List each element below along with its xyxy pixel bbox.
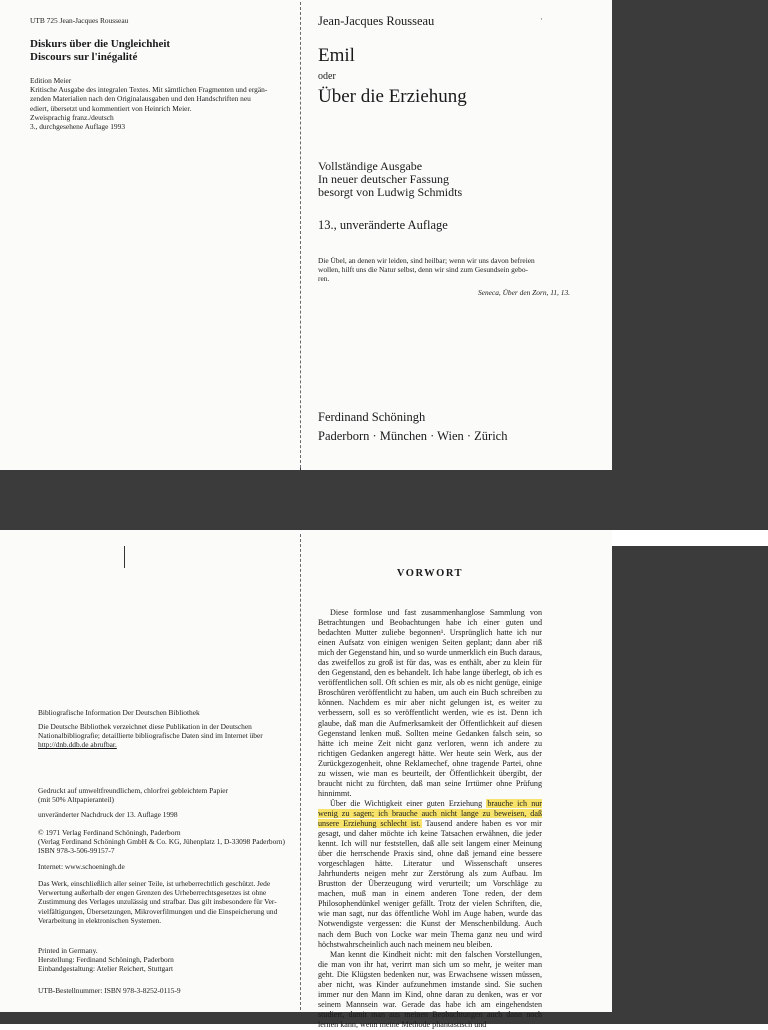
publisher-name: Ferdinand Schöningh bbox=[318, 410, 426, 424]
page-top-right bbox=[301, 0, 612, 470]
para2-lead: Über die Wichtigkeit einer guten Erziehung bbox=[330, 798, 487, 808]
auflage: 13., unveränderte Auflage bbox=[318, 218, 448, 232]
edition-line: zenden Materialien nach den Originalausgaben und den Handschriften neu bbox=[30, 94, 251, 104]
edition-line: Zweisprachig franz./deutsch bbox=[30, 112, 114, 122]
epigraph-line: Die Übel, an denen wir leiden, sind heilbar; wenn wir uns davon befreien bbox=[318, 256, 535, 265]
biblio-block bbox=[38, 722, 263, 750]
internet-line: Internet: www.schoeningh.de bbox=[38, 862, 125, 871]
paper-note bbox=[38, 786, 228, 804]
edition-line: 3., durchgesehene Auflage 1993 bbox=[30, 122, 126, 132]
rights-line: vielfältigungen, Übersetzungen, Mikroverfilmungen und die Einspeicherung und bbox=[38, 906, 278, 916]
rights-block bbox=[38, 879, 277, 925]
epigraph-line: wollen, hilft uns die Natur selbst, denn wir sind zum Gesundsein gebo- bbox=[318, 265, 528, 275]
copyright-line: © 1971 Verlag Ferdinand Schöningh, Paderborn bbox=[38, 828, 181, 837]
author-name: Jean-Jacques Rousseau bbox=[318, 14, 435, 28]
work-title-2: Discours sur l'inégalité bbox=[30, 51, 138, 63]
edition-info-line: Vollständige Ausgabe bbox=[318, 159, 423, 173]
epigraph-source: Seneca, Über den Zorn, 11, 13. bbox=[477, 288, 570, 297]
book-title: Emil bbox=[318, 45, 355, 66]
series-line: UTB 725 Jean-Jacques Rousseau bbox=[30, 16, 129, 25]
rights-line: Zustimmung des Verlages unzulässig und strafbar. Das gilt insbesondere für Ver- bbox=[38, 897, 277, 907]
edition-info-line: In neuer deutscher Fassung bbox=[318, 172, 449, 186]
copyright-line: (Verlag Ferdinand Schöningh GmbH & Co. KG, Jühenplatz 1, D-33098 Paderborn) bbox=[38, 837, 285, 847]
vorwort-paragraph-2 bbox=[318, 799, 542, 950]
page-bottom-left bbox=[0, 530, 300, 1012]
epigraph bbox=[318, 256, 535, 284]
paper-line: (mit 50% Altpapieranteil) bbox=[38, 795, 114, 805]
spine-fold-top bbox=[300, 2, 301, 468]
biblio-line: Nationalbibliografie; detaillierte bibliografische Daten sind im Internet über bbox=[38, 731, 263, 741]
publisher-cities: Paderborn · München · Wien · Zürich bbox=[318, 429, 508, 443]
para2-rest: Tausend andere haben es vor mir gesagt, und daher möchte ich keine Tatsachen erwähnen, die jeder kennt. Ich will nur feststellen, daß alle seit langem einer Meinung über die herrschende Praxis sind, ohne daß jemand eine bessere vorgeschlagen hätte. Literatur und Wissenschaft unseres Jahrhunderts neigen mehr zur Zerstörung als zum Aufbau. Im Brustton der Überzeugung wird verurteilt; um Vorschläge zu machen, muß man in einem anderen Tone reden, der dem Philosophendünkel weniger gefällt. Trotz der vielen Schriften, die, wie man sagt, nur das öffentliche Wohl im Auge haben, wurde das Notwendigste vergessen: die Kunst der Menschenbildung. Auch nach dem Buch von Locke war mein Thema ganz neu und wird höchstwahrscheinlich auch nach meinem neu bleiben. bbox=[318, 818, 542, 949]
epigraph-line: ren. bbox=[318, 274, 330, 284]
vorwort-paragraph-1: Diese formlose und fast zusammenhanglose Sammlung von Betrachtungen und Beobachtungen habe ich einer guten und bedachten Mutter zuliebe begonnen¹. Ursprünglich hatte ich nur einen Aufsatz von einigen wenigen Seiten geplant; dann aber riß mich der Gegenstand hin, und so wurde unmerklich ein Buch daraus, das zweifellos zu groß ist für das, was es enthält, aber zu klein für den Gegenstand, den es behandelt. Ich habe lange überlegt, ob ich es veröffentlichen soll. Oft schien es mir, als ob es nicht genüge, einige Broschüren veröffentlicht zu haben, um auch ein Buch schreiben zu können. Nachdem es mir aber nicht gelungen ist, es weiter zu verbessern, soll es so veröffentlicht werden, wie es ist. Denn ich glaube, daß man die Aufmerksamkeit der Öffentlichkeit auf diesen Gegenstand lenken muß. Sollten meine Gedanken falsch sein, so hätte ich meine Zeit nicht ganz verloren, wenn ich andere zu richtigen Gedanken angeregt hätte. Wer heute sein Werk, aus der Zurückgezogenheit, ohne Reklamechef, ohne tragende Partei, ohne zu wissen, wie man es beurteilt, der Öffentlichkeit übergibt, der braucht nicht zu fürchten, daß man seine Irrtümer ohne Prüfung hinnimmt. bbox=[318, 608, 542, 798]
book-subtitle: Über die Erziehung bbox=[318, 86, 467, 107]
edition-info-line: besorgt von Ludwig Schmidts bbox=[318, 185, 463, 199]
copyright-line: ISBN 978-3-506-99157-7 bbox=[38, 846, 115, 856]
biblio-line: Die Deutsche Bibliothek verzeichnet diese Publikation in der Deutschen bbox=[38, 722, 252, 731]
corner-mark: · bbox=[540, 14, 543, 24]
edition-block bbox=[30, 76, 267, 131]
work-title-1: Diskurs über die Ungleichheit bbox=[30, 38, 171, 50]
printed-line: Einbandgestaltung: Atelier Reichert, Stuttgart bbox=[38, 964, 174, 974]
printed-line: Printed in Germany. bbox=[38, 946, 98, 955]
page-top-left bbox=[0, 0, 300, 470]
scan-shadow-bottom-right bbox=[612, 546, 768, 1024]
edition-line: ediert, übersetzt und kommentiert von Heinrich Meier. bbox=[30, 103, 192, 113]
rights-line: Verwertung außerhalb der engen Grenzen des Urheberrechtsgesetzes ist ohne bbox=[38, 888, 267, 898]
rights-line: Das Werk, einschließlich aller seiner Teile, ist urheberrechtlich geschützt. Jede bbox=[38, 879, 271, 888]
scan-tick-mark bbox=[124, 546, 125, 568]
copyright-block bbox=[38, 828, 285, 856]
rights-line: Verarbeitung in elektronischen Systemen. bbox=[38, 915, 162, 925]
vorwort-heading: VORWORT bbox=[396, 568, 464, 579]
spine-fold-bottom bbox=[300, 534, 301, 1010]
title-oder: oder bbox=[318, 71, 336, 82]
printed-block bbox=[38, 946, 174, 974]
highlighted-passage: brauche ich nur wenig zu sagen; ich brauche auch nicht lange zu beweisen, daß unsere Erziehung schlecht ist. bbox=[318, 798, 542, 828]
vorwort-body bbox=[318, 608, 542, 1030]
scan-shadow-top-right bbox=[612, 0, 768, 530]
nachdruck-line: unveränderter Nachdruck der 13. Auflage 1998 bbox=[38, 810, 178, 819]
biblio-heading: Bibliografische Information Der Deutschen Bibliothek bbox=[38, 708, 200, 717]
edition-info bbox=[318, 160, 462, 199]
utb-order-number: UTB-Bestellnummer: ISBN 978-3-8252-0115-9 bbox=[38, 986, 181, 995]
biblio-line: http://dnb.ddb.de abrufbar. bbox=[38, 740, 117, 750]
edition-line: Kritische Ausgabe des integralen Textes. Mit sämtlichen Fragmenten und ergän- bbox=[30, 85, 268, 95]
vorwort-paragraph-3: Man kennt die Kindheit nicht: mit den falschen Vorstellungen, die man von ihr hat, verirrt man sich um so mehr, je weiter man geht. Die Klügsten bedenken nur, was Erwachsene wissen müssen, aber nicht, was Kinder aufzunehmen imstande sind. Sie suchen immer nur den Mann im Kind, ohne daran zu denken, was er vor seinem Mannsein war. Gerade das habe ich am eingehendsten studiert, damit man aus meinen Beobachtungen auch dann noch lernen kann, wenn meine Methode phantastisch und bbox=[318, 949, 542, 1029]
paper-line: Gedruckt auf umweltfreundlichem, chlorfrei gebleichtem Papier bbox=[38, 786, 229, 795]
edition-line: Edition Meier bbox=[30, 76, 72, 85]
printed-line: Herstellung: Ferdinand Schöningh, Paderborn bbox=[38, 955, 174, 965]
